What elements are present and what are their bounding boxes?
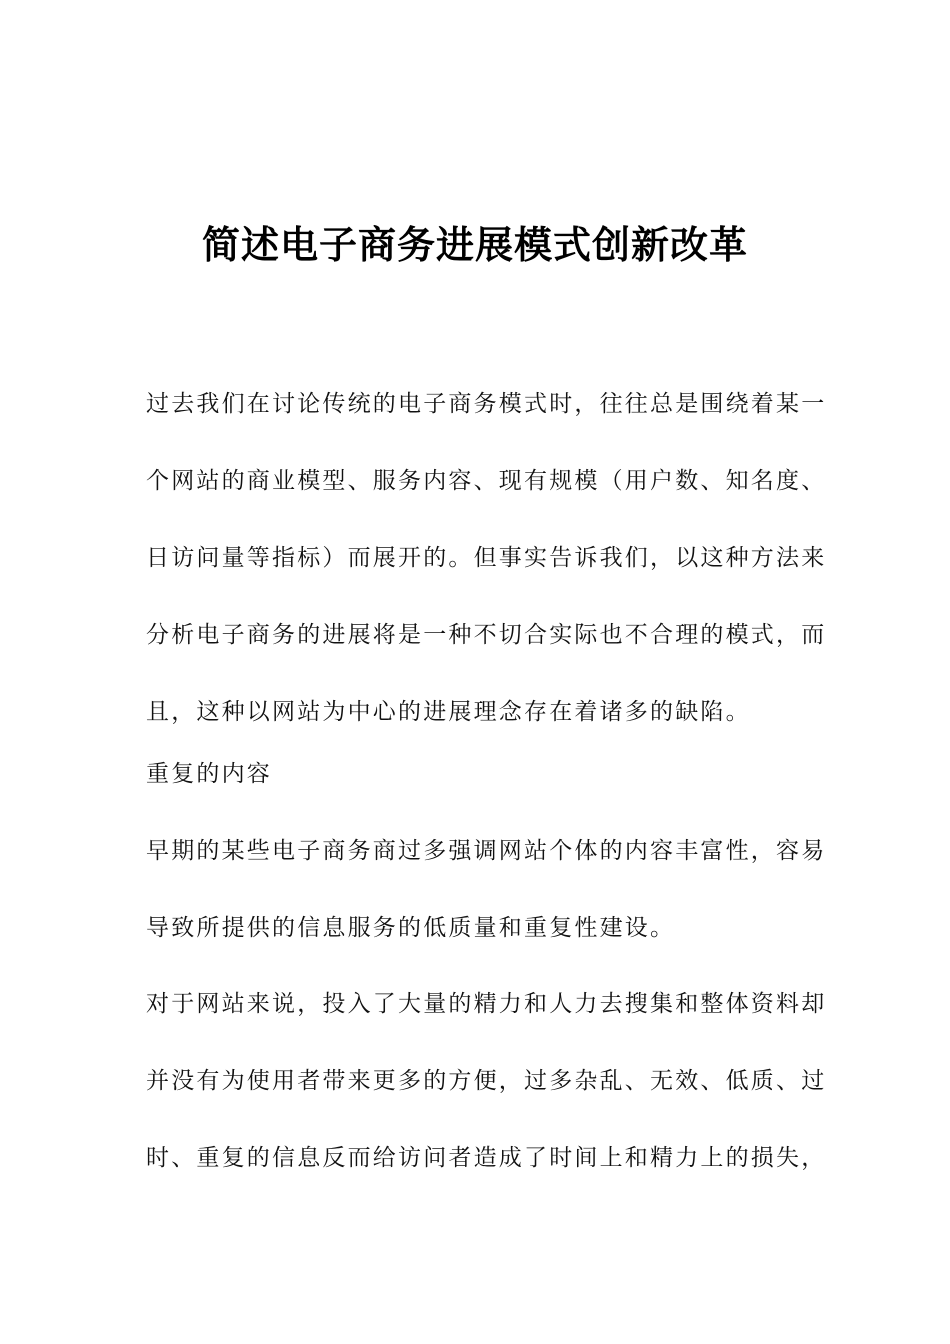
section-heading: [146, 757, 806, 791]
paragraph-line: 且，这种以网站为中心的进展理念存在着诸多的缺陷。: [146, 699, 751, 725]
paragraph-line: 日访问量等指标）而展开的。但事实告诉我们，以这种方法来: [146, 545, 827, 571]
paragraph-line: 过去我们在讨论传统的电子商务模式时，往往总是围绕着某一: [146, 391, 827, 417]
paragraph-line: 对于网站来说，投入了大量的精力和人力去搜集和整体资料却: [146, 991, 827, 1017]
paragraph-1: [146, 387, 827, 729]
paragraph-line: 导致所提供的信息服务的低质量和重复性建设。: [146, 915, 676, 941]
paragraph-line: 时、重复的信息反而给访问者造成了时间上和精力上的损失，: [146, 1145, 827, 1171]
paragraph-line: 个网站的商业模型、服务内容、现有规模（用户数、知名度、: [146, 468, 827, 494]
paragraph-line: 分析电子商务的进展将是一种不切合实际也不合理的模式，而: [146, 622, 827, 648]
paragraph-3: [146, 987, 827, 1175]
document-title: 简述电子商务进展模式创新改革: [201, 223, 748, 267]
paragraph-2: [146, 834, 827, 945]
section-heading-text: 重复的内容: [146, 761, 272, 787]
paragraph-line: 并没有为使用者带来更多的方便，过多杂乱、无效、低质、过: [146, 1068, 827, 1094]
paragraph-line: 早期的某些电子商务商过多强调网站个体的内容丰富性，容易: [146, 838, 827, 864]
